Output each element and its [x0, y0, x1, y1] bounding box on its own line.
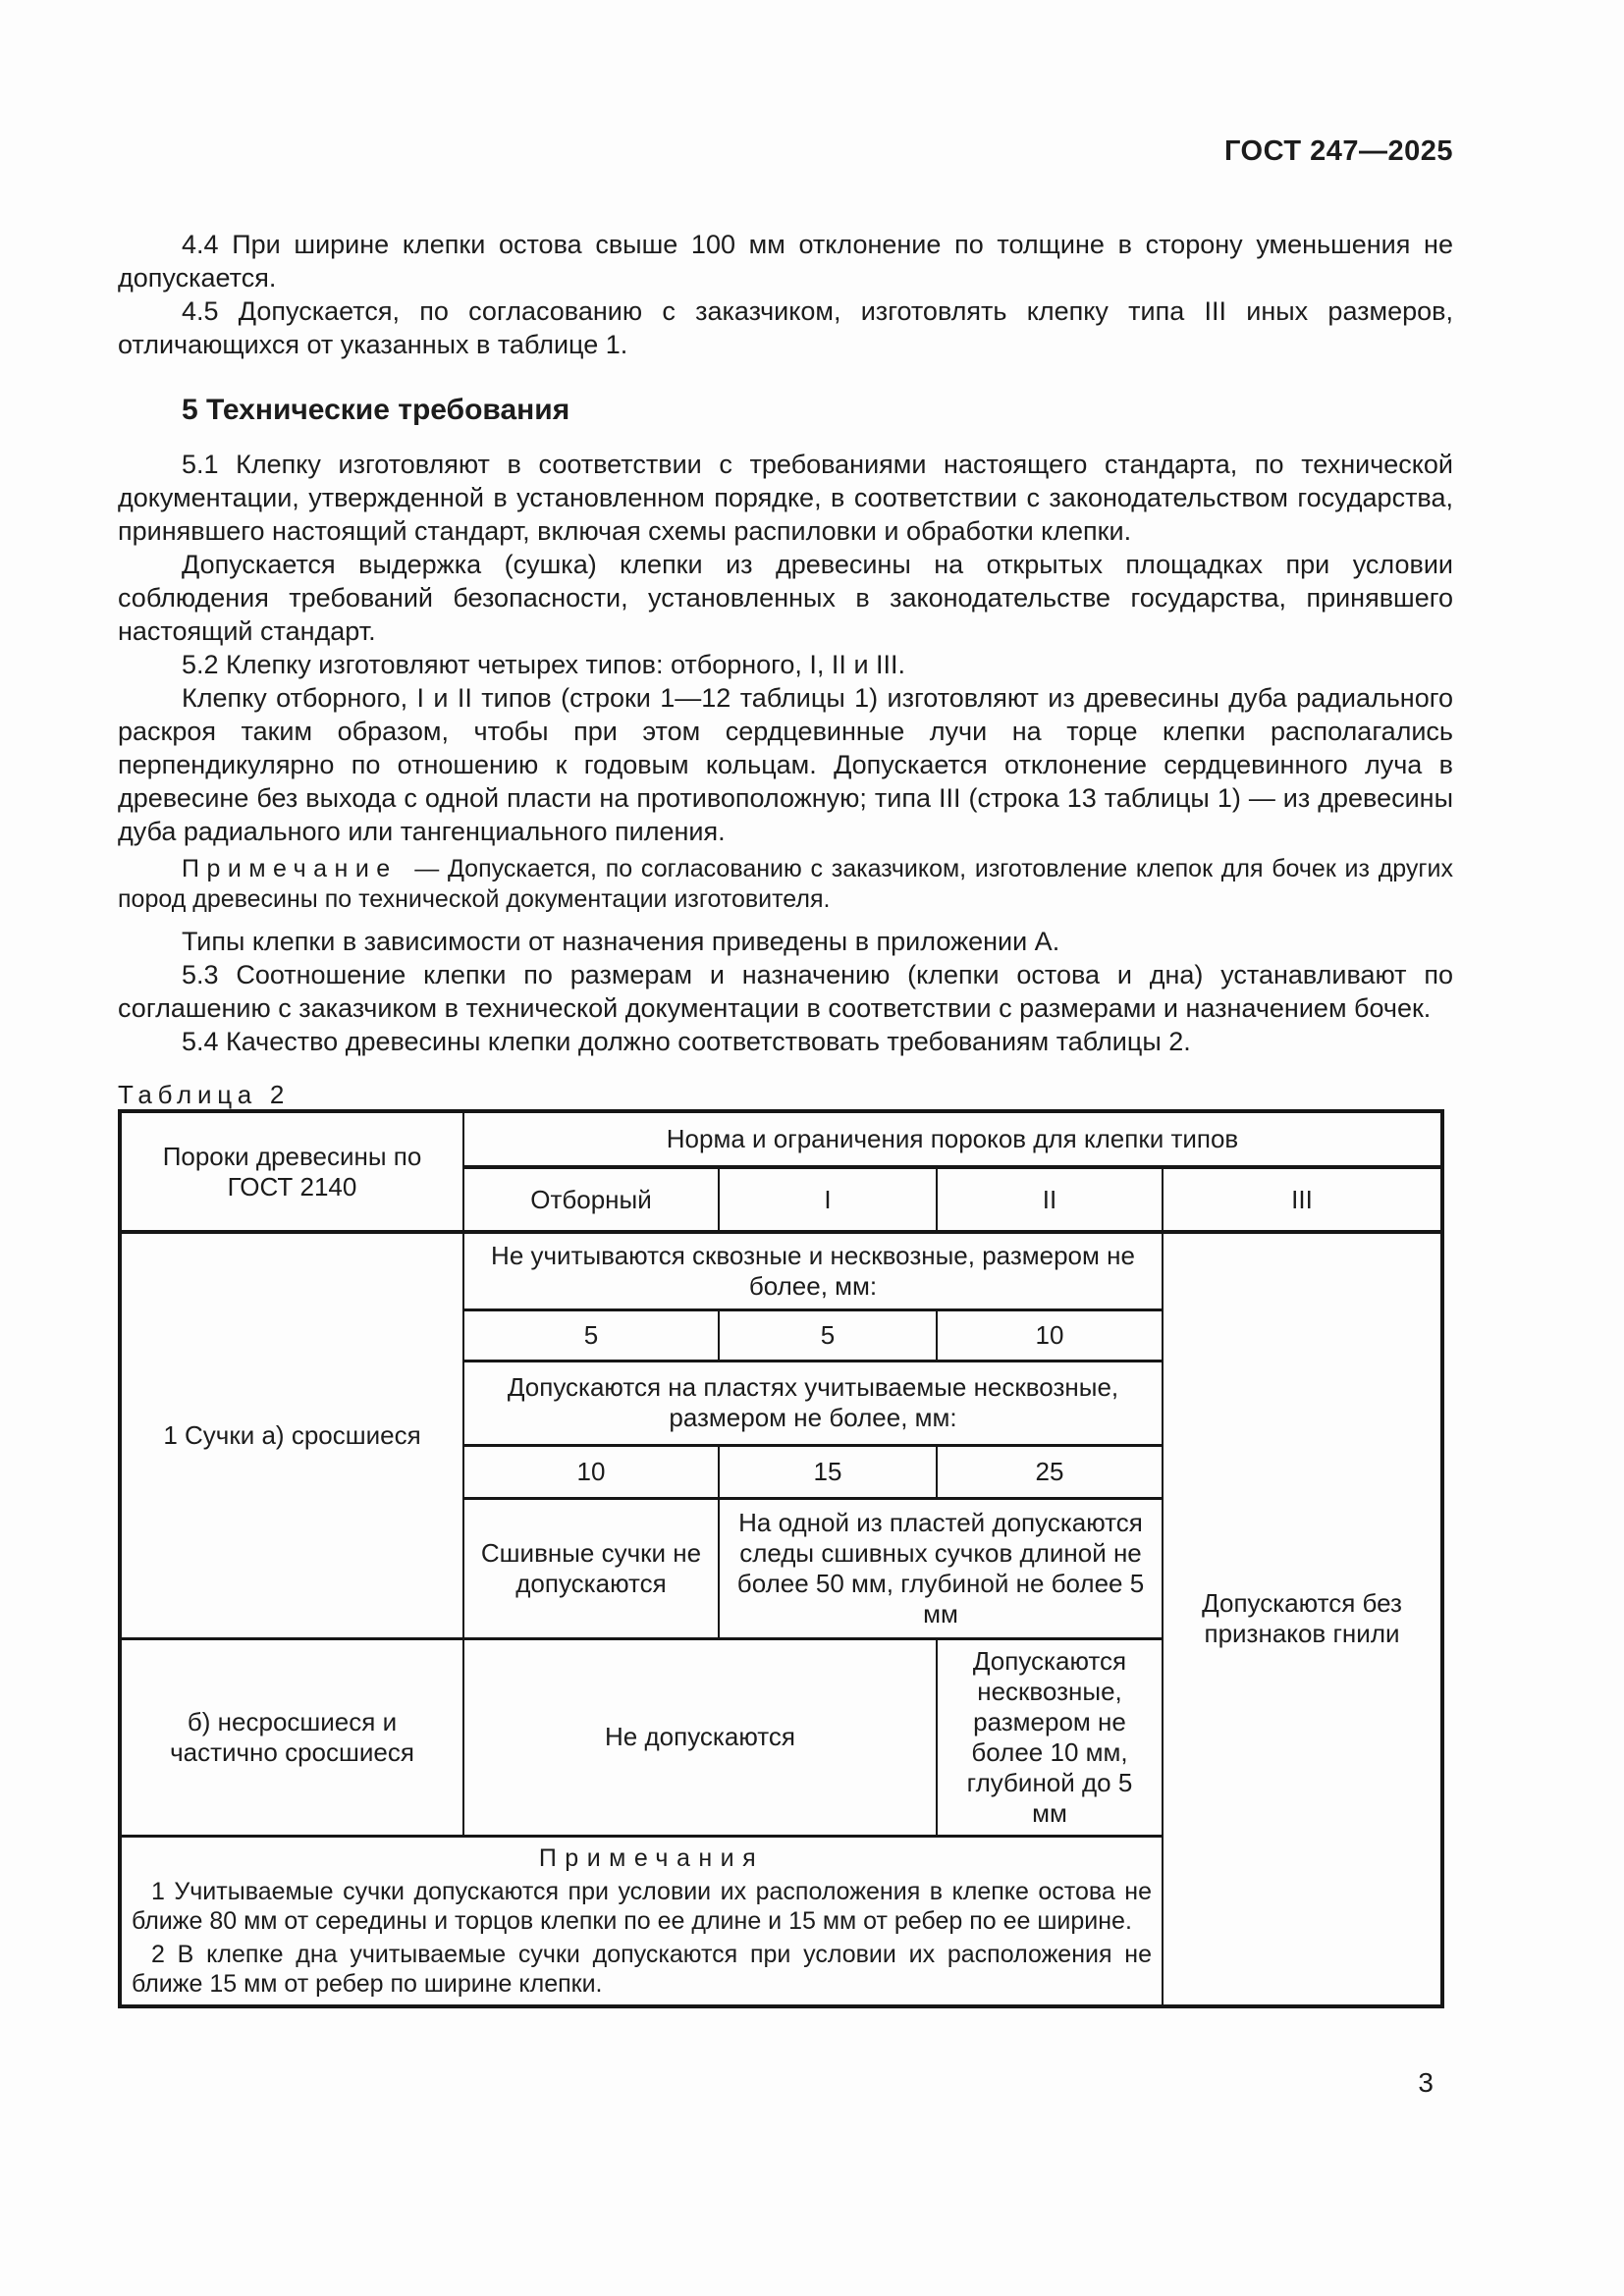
paragraph-4-5: 4.5 Допускается, по согласованию с заказчиком, изготовлять клепку типа III иных размеров, отличающихся от указанных в таблице 1.: [118, 296, 1453, 359]
table-note-1: 1 Учитываемые сучки допускаются при условии их расположения в клепке остова не ближе 80 мм от середины и торцов клепки по ее длине и 15 мм от ребер по ее ширине.: [132, 1877, 1152, 1935]
table-notes-cell: [120, 1836, 1163, 2006]
row-label-knots-b: б) несросшиеся и частично сросшиеся: [120, 1638, 463, 1836]
paragraph-5-2b: Клепку отборного, I и II типов (строки 1—12 таблицы 1) изготовляют из древесины дуба радиального раскроя таким образом, чтобы при этом сердцевинные лучи на торце клепки располагались перпендикулярно по отношению к годовым кольцам. Допускается отклонение сердцевинного луча в древесине без выхода с одной пласти на противоположную; типа III (строка 13 таблицы 1) — из древесины дуба радиального или тангенциального пиления.: [118, 683, 1453, 846]
cell-sewn-knot-traces: На одной из пластей допускаются следы сшивных сучков длиной не более 50 мм, глубиной не более 5 мм: [719, 1498, 1163, 1638]
value-ii-through: 10: [937, 1309, 1163, 1361]
page-content: [118, 228, 1453, 2008]
header-type-i: I: [719, 1167, 937, 1232]
header-defects-column: Пороки древесины по ГОСТ 2140: [120, 1111, 463, 1232]
section-heading-5: 5 Технические требования: [182, 394, 570, 426]
header-type-otborny: Отборный: [463, 1167, 719, 1232]
paragraph-5-1: 5.1 Клепку изготовляют в соответствии с требованиями настоящего стандарта, по технической документации, утвержденной в установленном порядке, в соответствии с законодательством государства, принявшего настоящий стандарт, включая схемы распиловки и обработки клепки.: [118, 450, 1453, 546]
value-otborny-through: 5: [463, 1309, 719, 1361]
note-label: Примечание: [182, 855, 398, 882]
paragraph-5-4: 5.4 Качество древесины клепки должно соответствовать требованиям таблицы 2.: [182, 1027, 1191, 1056]
note-paragraph: [118, 854, 1453, 915]
page-number: 3: [1418, 2067, 1434, 2098]
cell-sewn-knots-otborny: Сшивные сучки не допускаются: [463, 1498, 719, 1638]
standard-code-header: ГОСТ 247—2025: [1223, 135, 1453, 167]
row-label-knots-a: 1 Сучки а) сросшиеся: [120, 1232, 463, 1638]
table-note-2: 2 В клепке дна учитываемые сучки допускаются при условии их расположения не ближе 15 мм от ребер по ширине клепки.: [132, 1940, 1152, 1998]
paragraph-5-2c: Типы клепки в зависимости от назначения приведены в приложении А.: [182, 927, 1060, 956]
value-i-through: 5: [719, 1309, 937, 1361]
header-norm-title: Норма и ограничения пороков для клепки типов: [463, 1111, 1442, 1167]
value-ii-faces: 25: [937, 1445, 1163, 1498]
header-type-iii: III: [1163, 1167, 1442, 1232]
value-i-faces: 15: [719, 1445, 937, 1498]
cell-type-iii-allowance: Допускаются без признаков гнили: [1163, 1232, 1442, 2006]
header-type-ii: II: [937, 1167, 1163, 1232]
paragraph-5-1b: Допускается выдержка (сушка) клепки из древесины на открытых площадках при условии соблюдения требований безопасности, установленных в законодательстве государства, принявшего настоящий стандарт.: [118, 550, 1453, 646]
note-text: — Допускается, по согласованию с заказчиком, изготовление клепок для бочек из других пород древесины по технической документации изготовителя.: [118, 855, 1453, 913]
cell-not-allowed: Не допускаются: [463, 1638, 937, 1836]
table-2-wood-defects: [118, 1109, 1444, 2008]
cell-not-counted-through: Не учитываются сквозные и несквозные, размером не более, мм:: [463, 1232, 1163, 1309]
cell-allowed-type-ii: Допускаются несквозные, размером не более 10 мм, глубиной до 5 мм: [937, 1638, 1163, 1836]
table-2-label: Таблица 2: [118, 1080, 291, 1109]
paragraph-5-2: 5.2 Клепку изготовляют четырех типов: отборного, I, II и III.: [182, 650, 906, 679]
cell-allowed-on-faces: Допускаются на пластях учитываемые несквозные, размером не более, мм:: [463, 1361, 1163, 1445]
paragraph-5-3: 5.3 Соотношение клепки по размерам и назначению (клепки остова и дна) устанавливают по соглашению с заказчиком в технической документации в соответствии с размерами и назначением бочек.: [118, 960, 1453, 1023]
value-otborny-faces: 10: [463, 1445, 719, 1498]
table-notes-title: Примечания: [538, 1843, 765, 1872]
paragraph-4-4: 4.4 При ширине клепки остова свыше 100 мм отклонение по толщине в сторону уменьшения не допускается.: [118, 230, 1453, 293]
